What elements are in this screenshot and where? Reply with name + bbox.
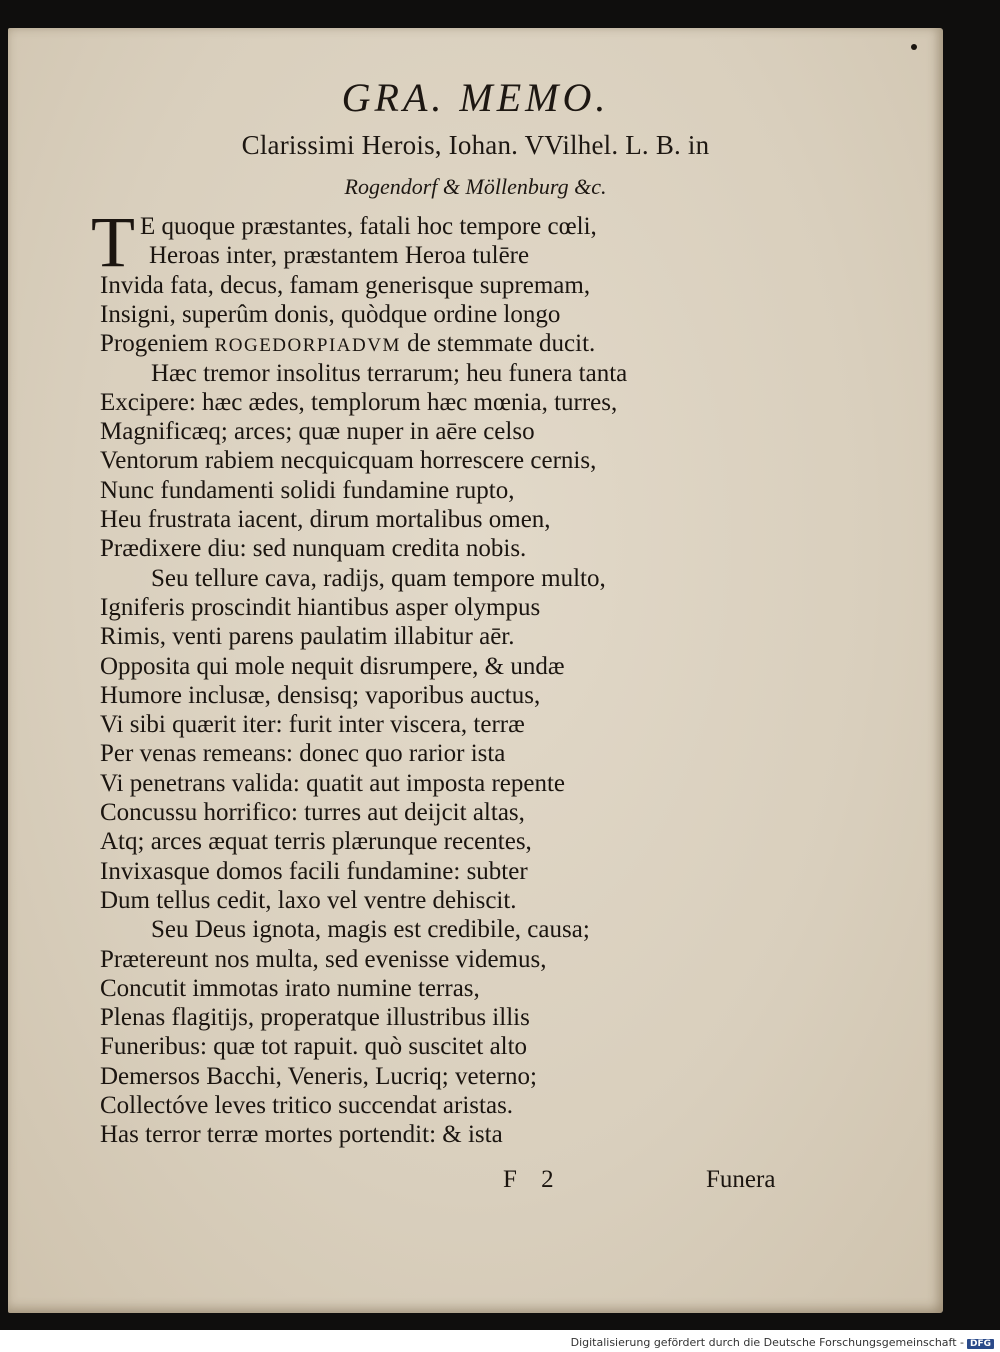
line-text: Prætereunt nos multa, sed evenisse videmus, xyxy=(100,946,547,973)
poem-line xyxy=(100,681,540,710)
poem-line xyxy=(149,241,529,270)
poem-line xyxy=(100,593,540,622)
line-text: Progeniem xyxy=(100,330,215,357)
credit-text: Digitalisierung gefördert durch die Deutsche Forschungsgemeinschaft - xyxy=(570,1336,964,1349)
line-text: Demersos Bacchi, Veneris, Lucriq; veterno; xyxy=(100,1063,537,1090)
line-text: Ventorum rabiem necquicquam horrescere cernis, xyxy=(100,447,597,474)
line-text: Seu Deus ignota, magis est credibile, causa; xyxy=(151,916,590,943)
poem-line xyxy=(151,359,627,388)
poem-line xyxy=(100,1062,537,1091)
line-text: Insigni, superûm donis, quòdque ordine longo xyxy=(100,301,561,328)
poem-line xyxy=(100,300,560,329)
line-text: Excipere: hæc ædes, templorum hæc mœnia, turres, xyxy=(100,389,618,416)
poem-line xyxy=(100,769,565,798)
line-text: Dum tellus cedit, laxo vel ventre dehiscit. xyxy=(100,887,517,914)
line-text: Heu frustrata iacent, dirum mortalibus omen, xyxy=(100,506,551,533)
poem-line xyxy=(100,329,595,360)
line-text: Invida fata, decus, famam generisque supremam, xyxy=(100,272,591,299)
catchword: Funera xyxy=(706,1166,776,1193)
poem-line xyxy=(100,974,480,1003)
line-text: Collectóve leves tritico succendat aristas. xyxy=(100,1092,514,1119)
line-text: Igniferis proscindit hiantibus asper olympus xyxy=(100,594,541,621)
poem-line xyxy=(100,271,590,300)
poem-line xyxy=(100,739,505,768)
line-text: de stemmate ducit. xyxy=(400,330,596,357)
poem-line xyxy=(100,622,515,651)
line-text: Hæc tremor insolitus terrarum; heu funera tanta xyxy=(151,360,628,387)
line-text: Magnificæq; arces; quæ nuper in aēre celso xyxy=(100,418,535,445)
line-text: Funeribus: quæ tot rapuit. quò suscitet alto xyxy=(100,1033,528,1060)
line-text: Vi penetrans valida: quatit aut imposta repente xyxy=(100,770,566,797)
line-text: Seu tellure cava, radijs, quam tempore multo, xyxy=(151,565,606,592)
line-text: Rimis, venti parens paulatim illabitur aēr. xyxy=(100,623,515,650)
drop-cap: T xyxy=(91,202,135,282)
poem-line xyxy=(100,798,525,827)
poem-line xyxy=(100,388,617,417)
poem-line xyxy=(100,446,596,475)
book-page xyxy=(8,28,943,1313)
line-text: Invixasque domos facili fundamine: subter xyxy=(100,858,528,885)
digitization-credit xyxy=(571,1336,994,1349)
poem-subtitle: Rogendorf & Möllenburg &c. xyxy=(344,174,607,199)
poem-line xyxy=(100,945,546,974)
poem-line xyxy=(100,417,535,446)
line-text: Atq; arces æquat terris plærunque recentes, xyxy=(100,828,532,855)
poem-line xyxy=(100,886,517,915)
line-text: Per venas remeans: donec quo rarior ista xyxy=(100,740,506,767)
poem-line xyxy=(151,915,590,944)
line-text: Concussu horrifico: turres aut deijcit altas, xyxy=(100,799,525,826)
poem-line xyxy=(100,1032,527,1061)
poem-line xyxy=(100,534,526,563)
poem-line xyxy=(151,564,606,593)
poem-line xyxy=(100,1003,530,1032)
line-text: Nunc fundamenti solidi fundamine rupto, xyxy=(100,477,515,504)
ink-spot xyxy=(911,44,917,50)
line-text: Prædixere diu: sed nunquam credita nobis. xyxy=(100,535,527,562)
running-head: GRA. MEMO. xyxy=(341,75,610,120)
line-text: Vi sibi quærit iter: furit inter viscera, terræ xyxy=(100,711,525,738)
line-text: Has terror terræ mortes portendit: & ista xyxy=(100,1121,503,1148)
poem-line xyxy=(100,827,532,856)
poem-line xyxy=(100,1091,513,1120)
line-text: Opposita qui mole nequit disrumpere, & undæ xyxy=(100,653,565,680)
poem-line xyxy=(100,652,565,681)
signature-mark: F 2 xyxy=(503,1166,554,1193)
small-caps-name: ROGEDORPIADVM xyxy=(214,335,401,356)
poem-line xyxy=(100,857,528,886)
poem-line xyxy=(100,476,515,505)
line-text: E quoque præstantes, fatali hoc tempore cœli, xyxy=(140,213,597,240)
poem-line xyxy=(100,1120,503,1149)
line-text: Heroas inter, præstantem Heroa tulēre xyxy=(149,242,530,269)
poem-title: Clarissimi Herois, Iohan. VVilhel. L. B. in xyxy=(241,130,710,160)
poem-line xyxy=(100,710,525,739)
poem-line xyxy=(100,505,551,534)
line-text: Humore inclusæ, densisq; vaporibus auctus, xyxy=(100,682,541,709)
line-text: Concutit immotas irato numine terras, xyxy=(100,975,480,1002)
poem-line xyxy=(140,212,597,241)
dfg-logo: DFG xyxy=(967,1339,994,1349)
line-text: Plenas flagitijs, properatque illustribus illis xyxy=(100,1004,530,1031)
